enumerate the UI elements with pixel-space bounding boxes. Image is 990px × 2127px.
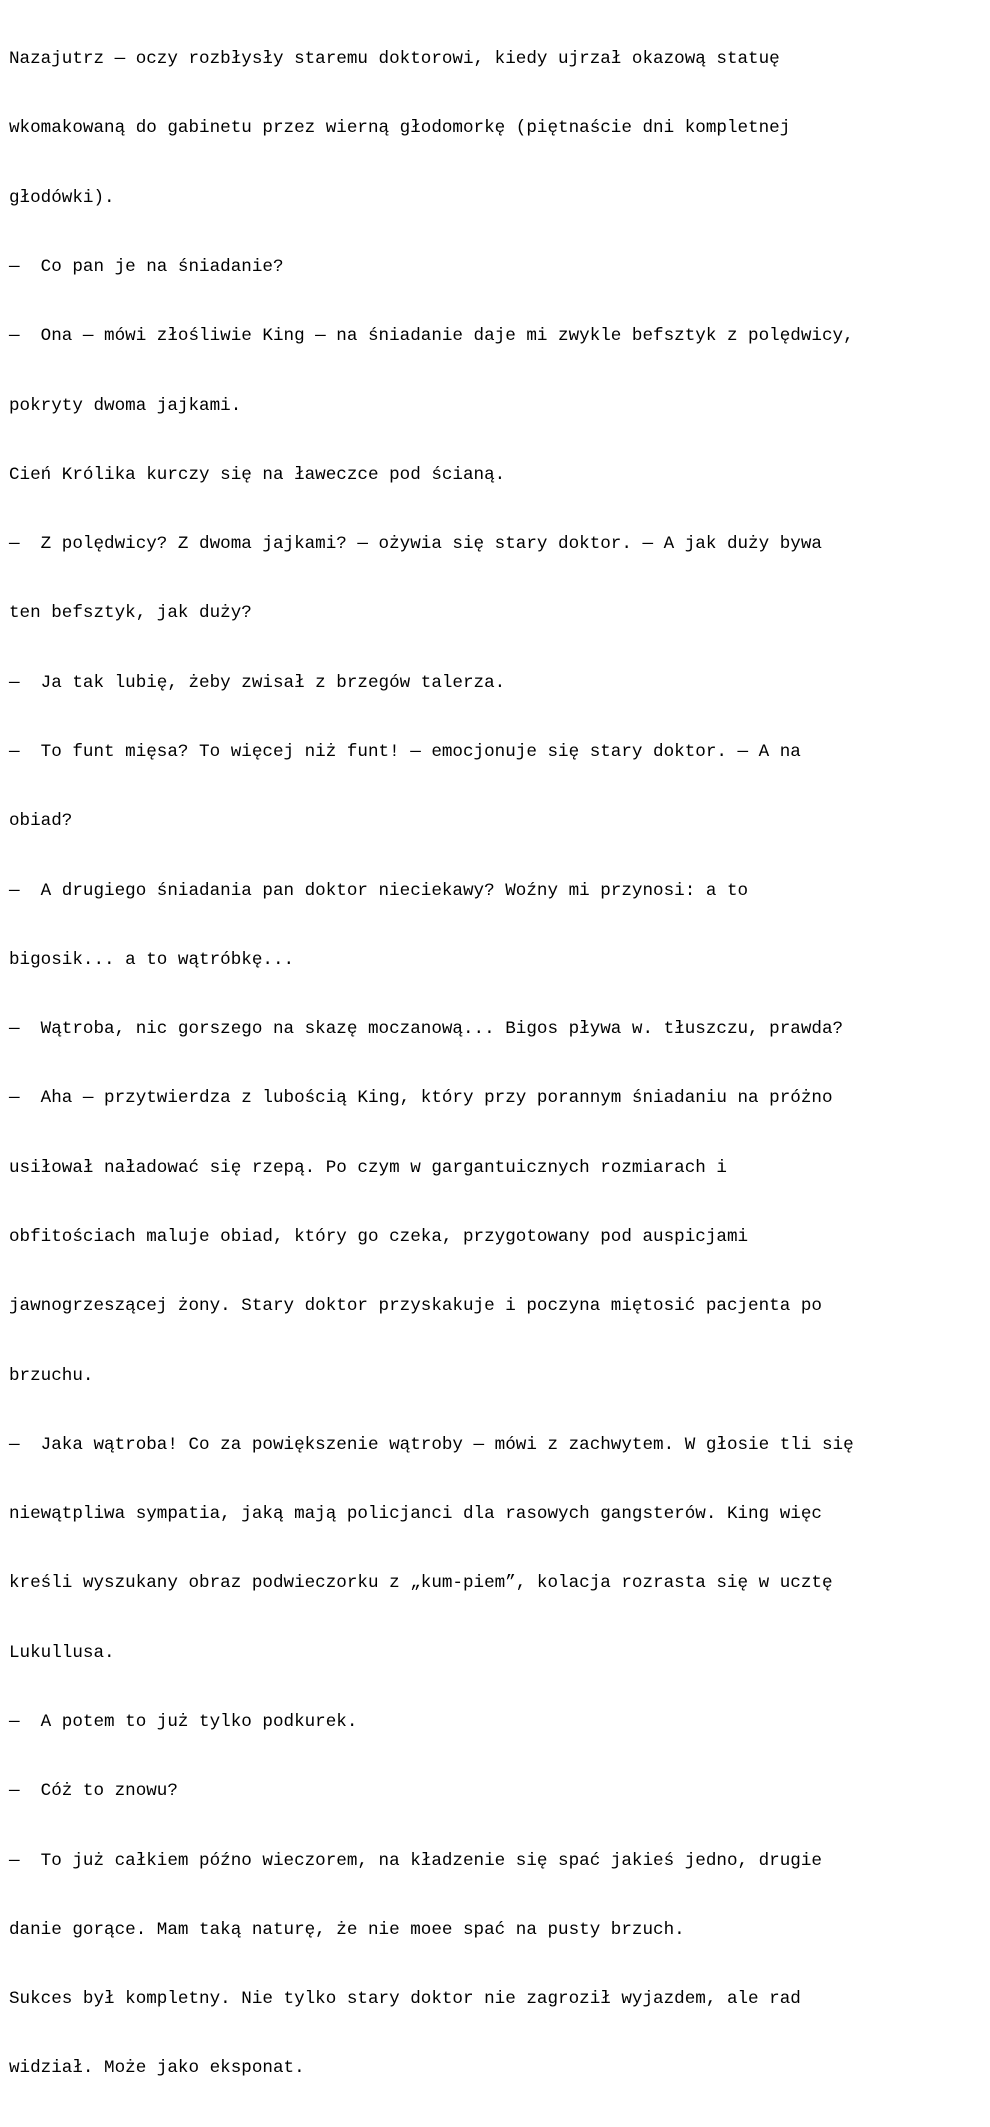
text-line: Lukullusa. — [9, 1642, 115, 1663]
text-line: brzuchu. — [9, 1365, 94, 1386]
text-line: — Co pan je na śniadanie? — [9, 257, 284, 278]
text-line: ten befsztyk, jak duży? — [9, 603, 252, 624]
text-line: pokryty dwoma jajkami. — [9, 395, 242, 416]
text-line: — A potem to już tylko podkurek. — [9, 1711, 358, 1732]
text-line: usiłował naładować się rzepą. Po czym w gargantuicznych rozmiarach i — [9, 1157, 727, 1178]
text-line: Nazajutrz — oczy rozbłysły staremu doktorowi, kiedy ujrzał okazową statuę — [9, 49, 780, 70]
text-line: — Ona — mówi złośliwie King — na śniadanie daje mi zwykle befsztyk z polędwicy, — [9, 326, 854, 347]
text-line: widział. Może jako eksponat. — [9, 2058, 305, 2079]
text-line: głodówki). — [9, 187, 115, 208]
text-line: — Cóż to znowu? — [9, 1781, 178, 1802]
text-line: obiad? — [9, 811, 73, 832]
text-line: obfitościach maluje obiad, który go czeka, przygotowany pod auspicjami — [9, 1226, 749, 1247]
text-line: — Ja tak lubię, żeby zwisał z brzegów talerza. — [9, 672, 506, 693]
text-line: bigosik... a to wątróbkę... — [9, 949, 295, 970]
text-line: — Jaka wątroba! Co za powiększenie wątroby — mówi z zachwytem. W głosie tli się — [9, 1434, 854, 1455]
text-line: Cień Królika kurczy się na ławeczce pod ścianą. — [9, 464, 506, 485]
text-line: danie gorące. Mam taką naturę, że nie moee spać na pusty brzuch. — [9, 1919, 685, 1940]
text-line: Sukces był kompletny. Nie tylko stary doktor nie zagroził wyjazdem, ale rad — [9, 1989, 801, 2010]
text-line: wkomakowaną do gabinetu przez wierną głodomorkę (piętnaście dni kompletnej — [9, 118, 791, 139]
text-line: jawnogrzeszącej żony. Stary doktor przyskakuje i poczyna miętosić pacjenta po — [9, 1296, 822, 1317]
text-line: niewątpliwa sympatia, jaką mają policjanci dla rasowych gangsterów. King więc — [9, 1504, 822, 1525]
text-line: kreśli wyszukany obraz podwieczorku z „kum-piem”, kolacja rozrasta się w ucztę — [9, 1573, 833, 1594]
text-line: — Z polędwicy? Z dwoma jajkami? — ożywia się stary doktor. — A jak duży bywa — [9, 534, 822, 555]
text-line: — To już całkiem późno wieczorem, na kładzenie się spać jakieś jedno, drugie — [9, 1850, 822, 1871]
text-line: — To funt mięsa? To więcej niż funt! — emocjonuje się stary doktor. — A na — [9, 742, 801, 762]
text-line: — Aha — przytwierdza z lubością King, który przy porannym śniadaniu na próżno — [9, 1088, 833, 1109]
document-text — [9, 2, 984, 2127]
text-line: — Wątroba, nic gorszego na skazę moczanową... Bigos pływa w. tłuszczu, prawda? — [9, 1019, 844, 1040]
text-line: — A drugiego śniadania pan doktor nieciekawy? Woźny mi przynosi: a to — [9, 880, 749, 901]
